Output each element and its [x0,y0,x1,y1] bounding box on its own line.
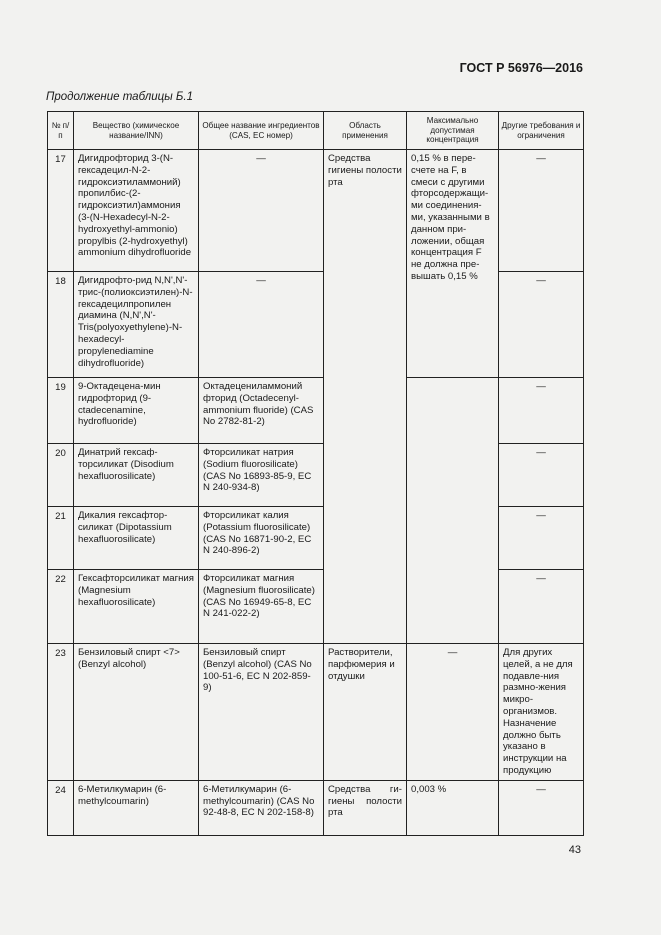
row-num: 19 [48,378,74,444]
common-name-cell: Октадецениламмоний фторид (Octadecenyl-ammonium fluoride) (CAS No 2782-81-2) [199,378,324,444]
header-num: № п/п [48,112,74,150]
application-cell: Средства гигиены полости рта [324,150,407,644]
row-num: 17 [48,150,74,272]
table-caption: Продолжение таблицы Б.1 [46,91,193,103]
table-header-row [48,112,584,150]
header-substance: Вещество (химическое название/INN) [74,112,199,150]
header-common-name: Общее название ингредиентов (CAS, EC номер) [199,112,324,150]
common-name-cell: — [199,272,324,378]
header-application: Область применения [324,112,407,150]
common-name-cell: Фторсиликат натрия (Sodium fluorosilicate) (CAS No 16893-85-9, EC N 240-934-8) [199,444,324,507]
max-concentration-cell: 0,15 % в пере-счете на F, в смеси с другими фторсодержащи-ми соединения-ми, указанными в данном при-ложении, общая концентрация F не должна пре-вышать 0,15 % [407,150,499,378]
common-name-cell: Фторсиликат магния (Magnesium fluorosilicate) (CAS No 16949-65-8, EC N 241-022-2) [199,570,324,644]
table-row [48,780,584,835]
page-number: 43 [568,844,581,856]
other-requirements-cell: — [499,378,584,444]
max-concentration-cell [407,378,499,644]
application-cell: Средства ги-гиены полости рта [324,780,407,835]
substance-cell: Дигидрофто-рид N,N',N'-трис-(полиоксиэтилен)-N-гексадецилпропилен диамина (N,N',N'-Tris(polyoxyethylene)-N-hexadecyl-propylenediamine dihydrofluoride) [74,272,199,378]
standard-number: ГОСТ Р 56976—2016 [459,61,583,75]
row-num: 23 [48,644,74,781]
substance-cell: Бензиловый спирт <7> (Benzyl alcohol) [74,644,199,781]
substance-cell: 9-Октадецена-мин гидрофторид (9-ctadecenamine, hydrofluoride) [74,378,199,444]
substance-cell: Динатрий гексаф-торсиликат (Disodium hexafluorosilicate) [74,444,199,507]
common-name-cell: Фторсиликат калия (Potassium fluorosilicate) (CAS No 16871-90-2, EC N 240-896-2) [199,507,324,570]
substance-cell: Гексафторсиликат магния (Magnesium hexafluorosilicate) [74,570,199,644]
common-name-cell: Бензиловый спирт (Benzyl alcohol) (CAS No 100-51-6, EC N 202-859-9) [199,644,324,781]
header-other-requirements: Другие требования и ограничения [499,112,584,150]
row-num: 20 [48,444,74,507]
other-requirements-cell: — [499,444,584,507]
other-requirements-cell: — [499,570,584,644]
row-num: 22 [48,570,74,644]
other-requirements-cell: — [499,272,584,378]
table-row [48,644,584,781]
substance-cell: Дигидрофторид 3-(N- гексадецил-N-2-гидроксиэтиламмоний) пропилбис-(2-гидроксиэтил)аммония (3-(N-Hexadecyl-N-2-hydroxyethyl-ammonio) propylbis (2-hydroxyethyl) ammonium dihydrofluoride [74,150,199,272]
other-requirements-cell: — [499,780,584,835]
other-requirements-cell: Для других целей, а не для подавле-ния размно-жения микро-организмов. Назначение должно быть указано в инструкции на продукцию [499,644,584,781]
other-requirements-cell: — [499,507,584,570]
table-row [48,378,584,444]
header-max-concentration: Максимально допустимая концентрация [407,112,499,150]
common-name-cell: 6-Метилкумарин (6-methylcoumarin) (CAS No 92-48-8, EC N 202-158-8) [199,780,324,835]
max-concentration-cell: — [407,644,499,781]
substance-cell: 6-Метилкумарин (6-methylcoumarin) [74,780,199,835]
row-num: 21 [48,507,74,570]
common-name-cell: — [199,150,324,272]
table-row [48,507,584,570]
table-row [48,570,584,644]
max-concentration-cell: 0,003 % [407,780,499,835]
table-row [48,444,584,507]
other-requirements-cell: — [499,150,584,272]
table-row [48,272,584,378]
substance-cell: Дикалия гексафтор-силикат (Dipotassium hexafluorosilicate) [74,507,199,570]
row-num: 24 [48,780,74,835]
application-cell: Растворители, парфюмерия и отдушки [324,644,407,781]
table-row [48,150,584,272]
ingredients-table [47,111,584,836]
row-num: 18 [48,272,74,378]
